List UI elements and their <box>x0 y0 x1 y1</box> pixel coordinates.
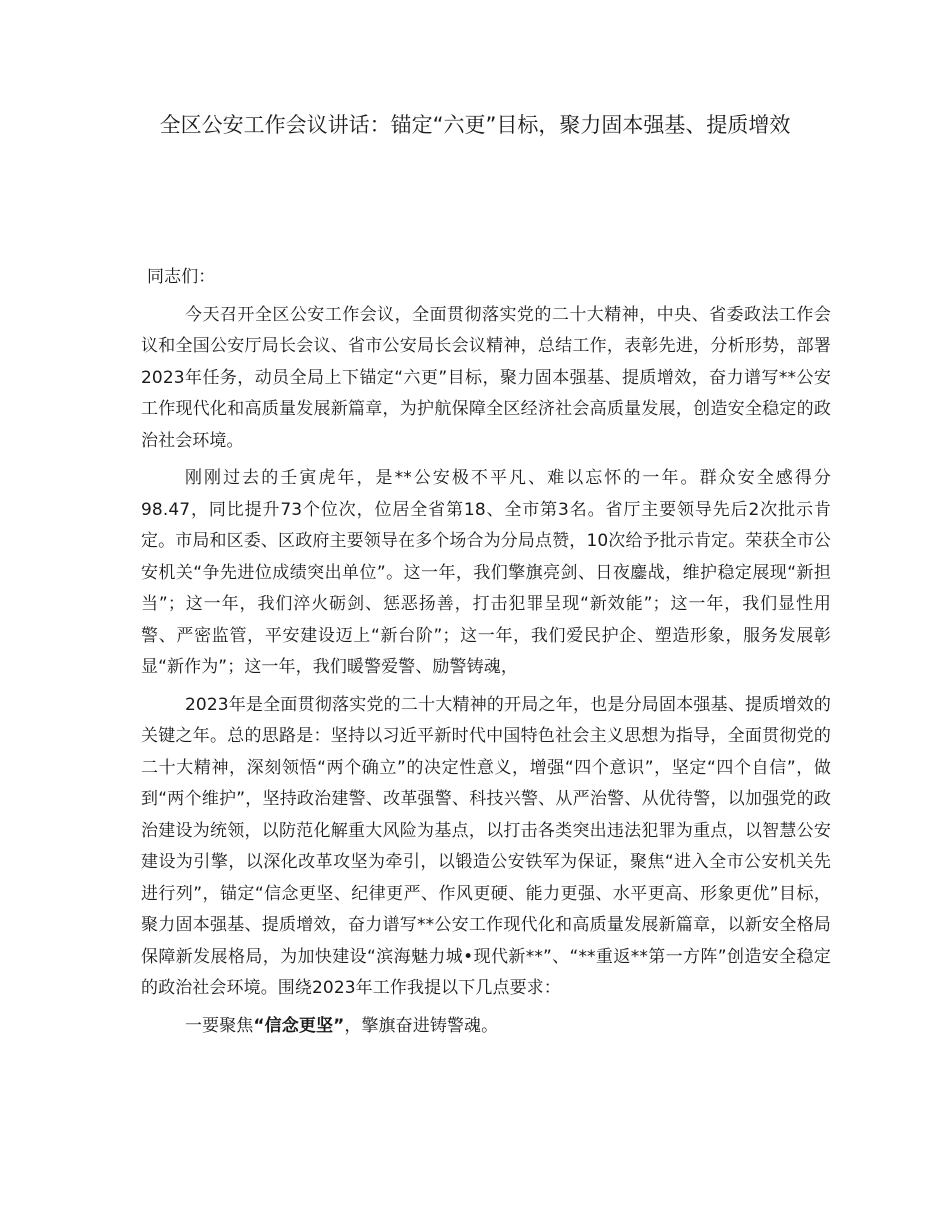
document-body <box>141 262 831 1048</box>
paragraph-opening: 今天召开全区公安工作会议，全面贯彻落实党的二十大精神，中央、省委政法工作会议和全国公安厅局长会议、省市公安局长会议精神，总结工作，表彰先进，分析形势，部署2023年任务，动员全局上下锚定“六更”目标，聚力固本强基、提质增效，奋力谱写**公安工作现代化和高质量发展新篇章，为护航保障全区经济社会高质量发展，创造安全稳定的政治社会环境。 <box>141 304 831 451</box>
first-point-prefix: 一要聚焦 <box>185 1015 254 1036</box>
first-point <box>141 1011 831 1043</box>
salutation: 同志们： <box>147 267 216 287</box>
paragraph-review: 刚刚过去的壬寅虎年，是**公安极不平凡、难以忘怀的一年。群众安全感得分98.47，同比提升73个位次，位居全省第18、全市第3名。省厅主要领导先后2次批示肯定。市局和区委、区政府主要领导在多个场合为分局点赞，10次给予批示肯定。荣获全市公安机关“争先进位成绩突出单位”。这一年，我们擎旗亮剑、日夜鏖战，维护稳定展现“新担当”；这一年，我们淬火砺剑、惩恶扬善，打击犯罪呈现“新效能”；这一年，我们显性用警、严密监管，平安建设迈上“新台阶”；这一年，我们爱民护企、塑造形象，服务发展彰显“新作为”；这一年，我们暖警爱警、励警铸魂， <box>141 468 831 677</box>
first-point-highlight: “信念更坚” <box>253 1015 345 1036</box>
document-title: 全区公安工作会议讲话：锚定“六更”目标，聚力固本强基、提质增效 <box>159 113 791 137</box>
first-point-suffix: ，擎旗奋进铸警魂。 <box>344 1015 499 1036</box>
paragraph-thinking: 2023年是全面贯彻落实党的二十大精神的开局之年，也是分局固本强基、提质增效的关键之年。总的思路是：坚持以习近平新时代中国特色社会主义思想为指导，全面贯彻党的二十大精神，深刻领悟“两个确立”的决定性意义，增强“四个意识”，坚定“四个自信”，做到“两个维护”，坚持政治建警、改革强警、科技兴警、从严治警、从优待警，以加强党的政治建设为统领，以防范化解重大风险为基点，以打击各类突出违法犯罪为重点，以智慧公安建设为引擎，以深化改革攻坚为牵引，以锻造公安铁军为保证，聚焦“进入全市公安机关先进行列”，锚定“信念更坚、纪律更严、作风更硬、能力更强、水平更高、形象更优”目标，聚力固本强基、提质增效，奋力谱写**公安工作现代化和高质量发展新篇章，以新安全格局保障新发展格局，为加快建设“滨海魅力城•现代新**”、“**重返**第一方阵”创造安全稳定的政治社会环境。围绕2023年工作我提以下几点要求： <box>141 694 831 998</box>
